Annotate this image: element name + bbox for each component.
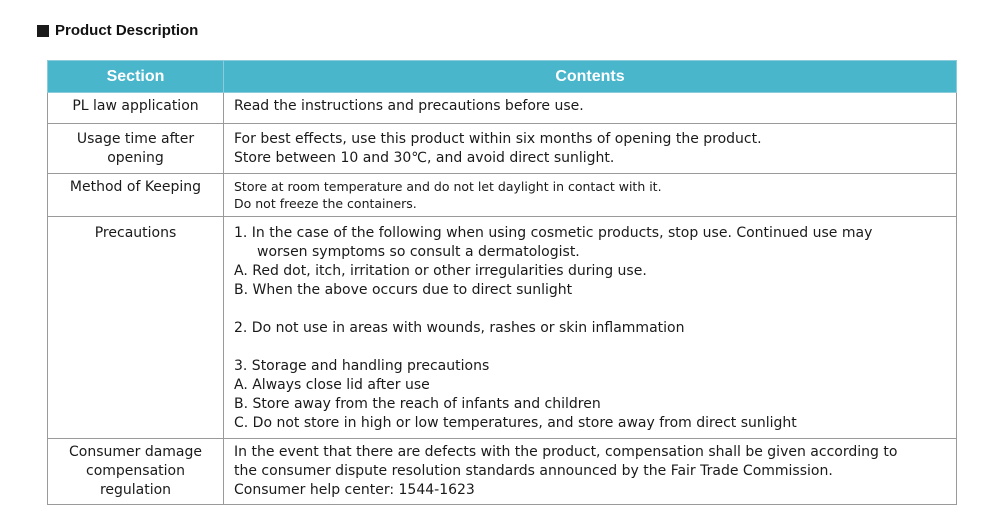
product-description-table [47,60,957,505]
contents-cell [224,439,957,505]
content-line: In the event that there are defects with the product, compensation shall be given according to [234,444,898,460]
spacer [234,338,950,357]
section-cell: Consumer damage compensation regulation [48,439,224,505]
table-row [48,124,957,174]
table-row [48,217,957,439]
contents-cell [224,174,957,217]
content-line: Store at room temperature and do not let daylight in contact with it. [234,179,662,194]
content-line: 2. Do not use in areas with wounds, rashes or skin inflammation [234,320,685,336]
table-row [48,93,957,124]
section-cell: Usage time after opening [48,124,224,174]
content-line: Do not freeze the containers. [234,196,417,211]
content-line: Read the instructions and precautions before use. [234,98,584,114]
table-row [48,174,957,217]
table-row [48,439,957,505]
content-line: the consumer dispute resolution standards announced by the Fair Trade Commission. [234,463,833,479]
content-line: For best effects, use this product within six months of opening the product. [234,131,762,147]
content-line: worsen symptoms so consult a dermatologist. [257,244,580,260]
section-cell: Precautions [48,217,224,439]
content-line: 3. Storage and handling precautions [234,358,490,374]
content-line: C. Do not store in high or low temperatures, and store away from direct sunlight [234,415,797,431]
section-cell: Method of Keeping [48,174,224,217]
content-line: 1. In the case of the following when using cosmetic products, stop use. Continued use may [234,225,873,241]
section-heading [37,22,198,39]
content-line: B. When the above occurs due to direct sunlight [234,282,573,298]
spacer [234,300,950,319]
table-header-row [48,61,957,93]
contents-cell [224,93,957,124]
square-bullet-icon [37,25,49,37]
header-section: Section [48,61,224,93]
contents-cell [224,124,957,174]
content-line: Store between 10 and 30℃, and avoid direct sunlight. [234,150,615,166]
content-line: A. Red dot, itch, irritation or other irregularities during use. [234,263,647,279]
contents-cell [224,217,957,439]
header-contents: Contents [224,61,957,93]
content-line: B. Store away from the reach of infants and children [234,396,601,412]
section-cell: PL law application [48,93,224,124]
heading-title: Product Description [55,22,199,39]
content-line: Consumer help center: 1544-1623 [234,482,475,498]
content-line: A. Always close lid after use [234,377,430,393]
